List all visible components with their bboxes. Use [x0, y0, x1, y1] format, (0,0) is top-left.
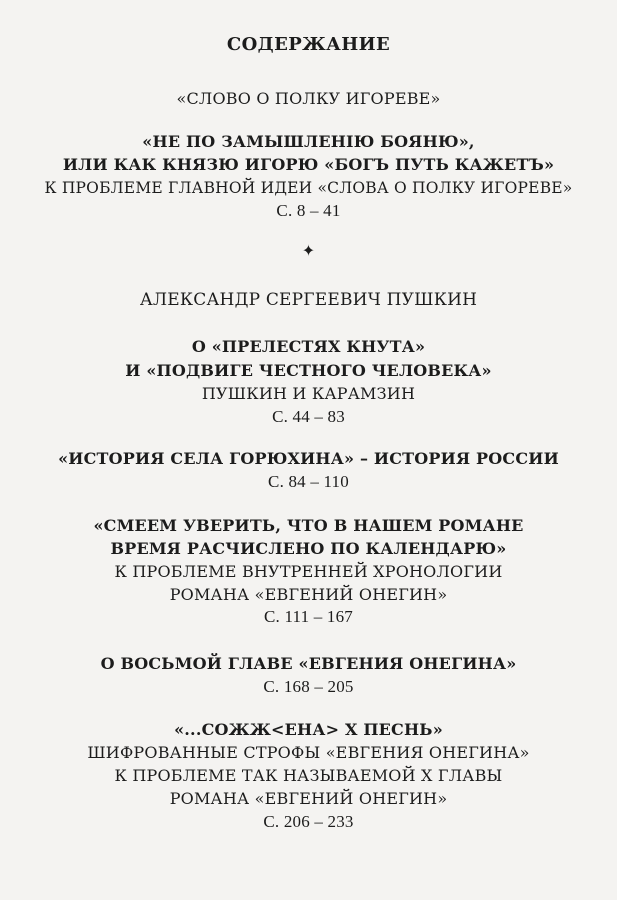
entry-subtitle: РОМАНА «ЕВГЕНИЙ ОНЕГИН» [169, 585, 448, 604]
entry-pages: С. 8 – 41 [276, 201, 341, 220]
entry-title-line: ИЛИ КАК КНЯЗЮ ИГОРЮ «БОГЪ ПУТЬ КАЖЕТЪ» [62, 155, 555, 174]
separator-star-icon: ✦ [301, 241, 316, 260]
entry-subtitle: РОМАНА «ЕВГЕНИЙ ОНЕГИН» [169, 789, 448, 808]
entry-title-line: ВРЕМЯ РАСЧИСЛЕНО ПО КАЛЕНДАРЮ» [110, 539, 507, 558]
entry-pages: С. 44 – 83 [272, 407, 345, 426]
toc-heading: СОДЕРЖАНИЕ [226, 34, 391, 55]
entry-title-line: И «ПОДВИГЕ ЧЕСТНОГО ЧЕЛОВЕКА» [125, 361, 492, 380]
entry-subtitle: ПУШКИН И КАРАМЗИН [201, 384, 416, 403]
entry-title-line: «...СОЖЖ<ЕНА> X ПЕСНЬ» [174, 720, 443, 739]
entry-title-line: О «ПРЕЛЕСТЯХ КНУТА» [191, 337, 426, 356]
entry-pages: С. 206 – 233 [263, 812, 354, 831]
entry-pages: С. 84 – 110 [268, 472, 349, 491]
entry-subtitle: К ПРОБЛЕМЕ ТАК НАЗЫВАЕМОЙ X ГЛАВЫ [114, 766, 503, 785]
entry-title-line: «НЕ ПО ЗАМЫШЛЕНІЮ БОЯНЮ», [142, 132, 475, 151]
section-author-slovo: «СЛОВО О ПОЛКУ ИГОРЕВЕ» [176, 89, 441, 108]
section-author-pushkin: АЛЕКСАНДР СЕРГЕЕВИЧ ПУШКИН [139, 290, 478, 310]
entry-title-line: «ИСТОРИЯ СЕЛА ГОРЮХИНА» – ИСТОРИЯ РОССИИ [58, 449, 559, 468]
entry-subtitle: К ПРОБЛЕМЕ ВНУТРЕННЕЙ ХРОНОЛОГИИ [114, 562, 503, 581]
entry-subtitle: К ПРОБЛЕМЕ ГЛАВНОЙ ИДЕИ «СЛОВА О ПОЛКУ ИГОРЕВЕ» [44, 179, 573, 197]
entry-title-line: «СМЕЕМ УВЕРИТЬ, ЧТО В НАШЕМ РОМАНЕ [93, 516, 524, 535]
entry-pages: С. 111 – 167 [264, 607, 353, 626]
entry-subtitle: ШИФРОВАННЫЕ СТРОФЫ «ЕВГЕНИЯ ОНЕГИНА» [87, 743, 530, 762]
entry-title-line: О ВОСЬМОЙ ГЛАВЕ «ЕВГЕНИЯ ОНЕГИНА» [100, 654, 517, 673]
entry-pages: С. 168 – 205 [263, 677, 354, 696]
